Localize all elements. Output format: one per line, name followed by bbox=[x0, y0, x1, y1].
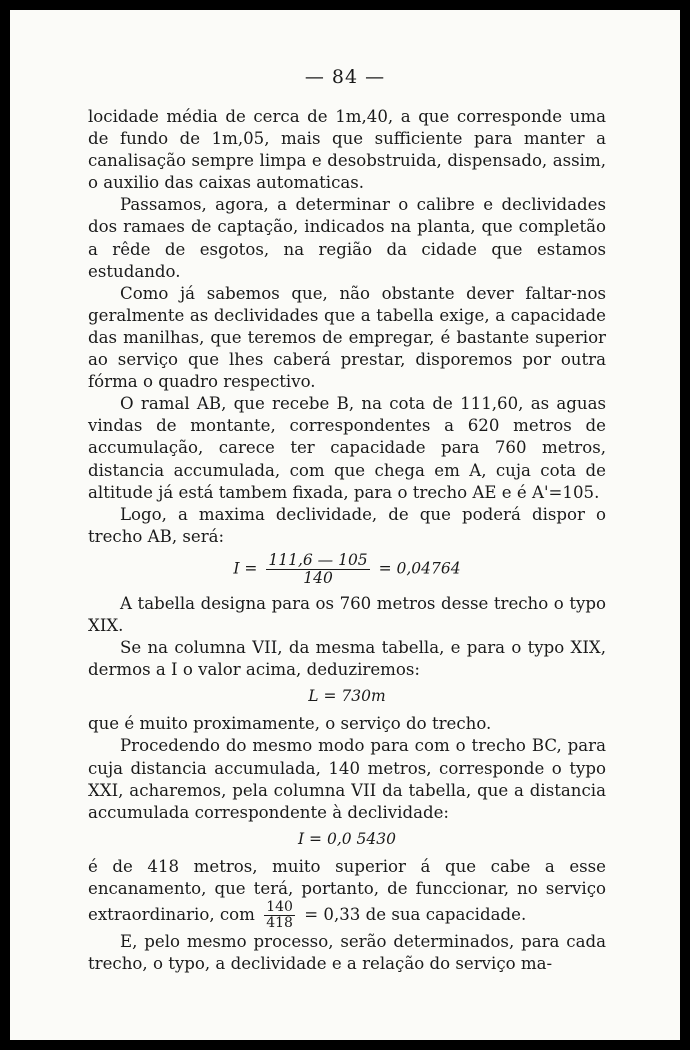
paragraph: O ramal AB, que recebe B, na cota de 111,60, as aguas vindas de montante, correspondentes a 620 metros de accumulação, carece ter capacidade para 760 metros, distancia accumulada, com que chega em A, cuja cota de altitude já está tambem fixada, para o trecho AE e é A'=105. bbox=[88, 394, 606, 502]
formula-rhs: = 0,04764 bbox=[378, 559, 461, 578]
paragraph-text: é de 418 metros, muito superior á que cabe a esse encanamento, que terá, portanto, de funccionar, no serviço extraordinario, com bbox=[88, 856, 606, 925]
formula-length: L = 730m bbox=[308, 687, 386, 706]
paragraph: Passamos, agora, a determinar o calibre e declividades dos ramaes de captação, indicados na planta, que completão a rêde de esgotos, na região da cidade que estamos estudando. bbox=[88, 195, 606, 281]
paragraph: A tabella designa para os 760 metros desse trecho o typo XIX. bbox=[88, 593, 606, 635]
paragraph: E, pelo mesmo processo, serão determinados, para cada trecho, o typo, a declividade e a relação do serviço ma- bbox=[88, 932, 606, 974]
fraction-denominator: 140 bbox=[303, 568, 333, 587]
book-page bbox=[10, 10, 680, 1040]
paragraph: Se na columna VII, da mesma tabella, e para o typo XIX, dermos a I o valor acima, deduziremos: bbox=[88, 638, 606, 680]
fraction-numerator: 111,6 — 105 bbox=[268, 550, 368, 569]
body-text bbox=[88, 106, 606, 975]
formula-fraction bbox=[266, 552, 369, 587]
page-number: — 84 — bbox=[304, 66, 386, 88]
paragraph: Logo, a maxima declividade, de que poderá dispor o trecho AB, será: bbox=[88, 504, 606, 546]
paragraph-text: = 0,33 de sua capacidade. bbox=[304, 905, 527, 925]
paragraph: que é muito proximamente, o serviço do trecho. bbox=[88, 714, 492, 734]
paragraph bbox=[88, 856, 606, 931]
ratio-fraction bbox=[264, 900, 295, 931]
paragraph: locidade média de cerca de 1m,40, a que corresponde uma de fundo de 1m,05, mais que sufficiente para manter a canalisação sempre limpa e desobstruida, dispensado, assim, o auxilio das caixas automaticas. bbox=[88, 107, 606, 193]
formula-declivity: I = 0,0 5430 bbox=[298, 829, 396, 848]
formula-slope bbox=[88, 552, 606, 587]
formula-lhs: I = bbox=[233, 559, 258, 578]
ratio-numerator: 140 bbox=[266, 899, 293, 916]
paragraph: Procedendo do mesmo modo para com o trecho BC, para cuja distancia accumulada, 140 metros, corresponde o typo XXI, acharemos, pela columna VII da tabella, que a distancia accumulada correspondente à declividade: bbox=[88, 736, 606, 822]
paragraph: Como já sabemos que, não obstante dever faltar-nos geralmente as declividades que a tabella exige, a capacidade das manilhas, que teremos de empregar, é bastante superior ao serviço que lhes caberá prestar, disporemos por outra fórma o quadro respectivo. bbox=[88, 283, 606, 392]
ratio-denominator: 418 bbox=[266, 915, 293, 932]
